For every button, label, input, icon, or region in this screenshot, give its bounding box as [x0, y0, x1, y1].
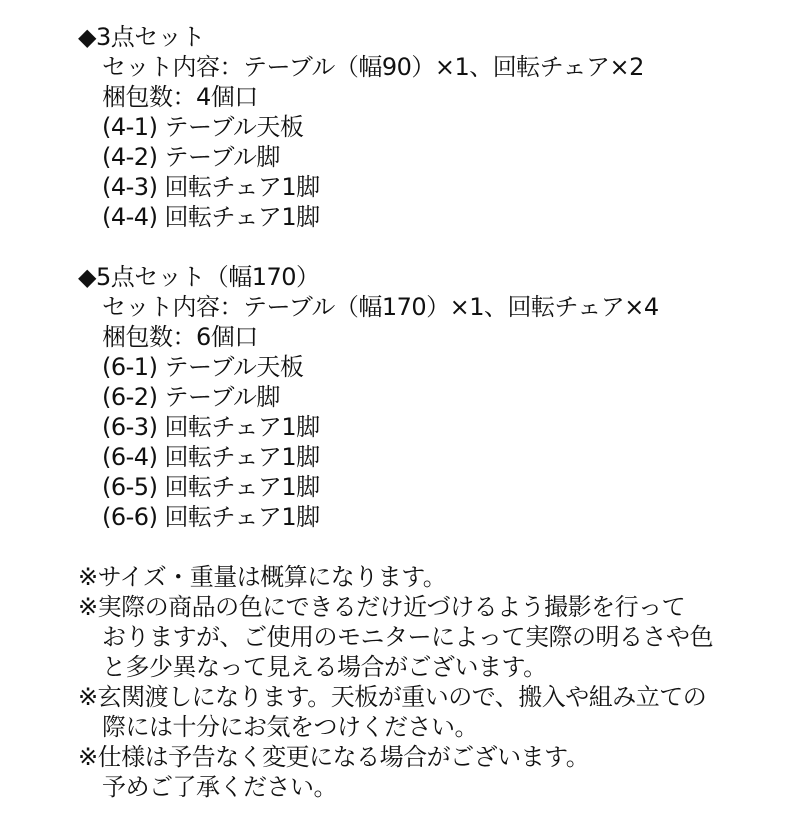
- set5-item: (6-4) 回転チェア1脚: [102, 443, 320, 471]
- set3-packages: 梱包数：4個口: [102, 83, 258, 111]
- note-color-line-3: と多少異なって見える場合がございます。: [102, 653, 547, 681]
- set3-item: (4-2) テーブル脚: [102, 143, 280, 171]
- set3-item: (4-1) テーブル天板: [102, 113, 304, 141]
- set5-item: (6-3) 回転チェア1脚: [102, 413, 320, 441]
- set5-item: (6-1) テーブル天板: [102, 353, 304, 381]
- set5-item: (6-6) 回転チェア1脚: [102, 503, 320, 531]
- set5-packages: 梱包数：6個口: [102, 323, 258, 351]
- set3-item: (4-4) 回転チェア1脚: [102, 203, 320, 231]
- note-color-line-2: おりますが、ご使用のモニターによって実際の明るさや色: [102, 623, 713, 651]
- set5-item: (6-5) 回転チェア1脚: [102, 473, 320, 501]
- set5-item: (6-2) テーブル脚: [102, 383, 280, 411]
- set5-contents: セット内容：テーブル（幅170）×1、回転チェア×4: [102, 293, 659, 321]
- note-delivery-line-2: 際には十分にお気をつけください。: [102, 713, 478, 741]
- note-color-line-1: ※実際の商品の色にできるだけ近づけるよう撮影を行って: [78, 593, 686, 621]
- note-delivery-line-1: ※玄関渡しになります。天板が重いので、搬入や組み立ての: [78, 683, 707, 711]
- set5-heading: ◆5点セット（幅170）: [78, 263, 320, 291]
- set3-item: (4-3) 回転チェア1脚: [102, 173, 320, 201]
- set3-heading: ◆3点セット: [78, 23, 205, 51]
- note-spec-line-1: ※仕様は予告なく変更になる場合がございます。: [78, 743, 590, 771]
- note-spec-line-2: 予めご了承ください。: [102, 773, 337, 801]
- note-approximate-size: ※サイズ・重量は概算になります。: [78, 563, 447, 591]
- set3-contents: セット内容：テーブル（幅90）×1、回転チェア×2: [102, 53, 644, 81]
